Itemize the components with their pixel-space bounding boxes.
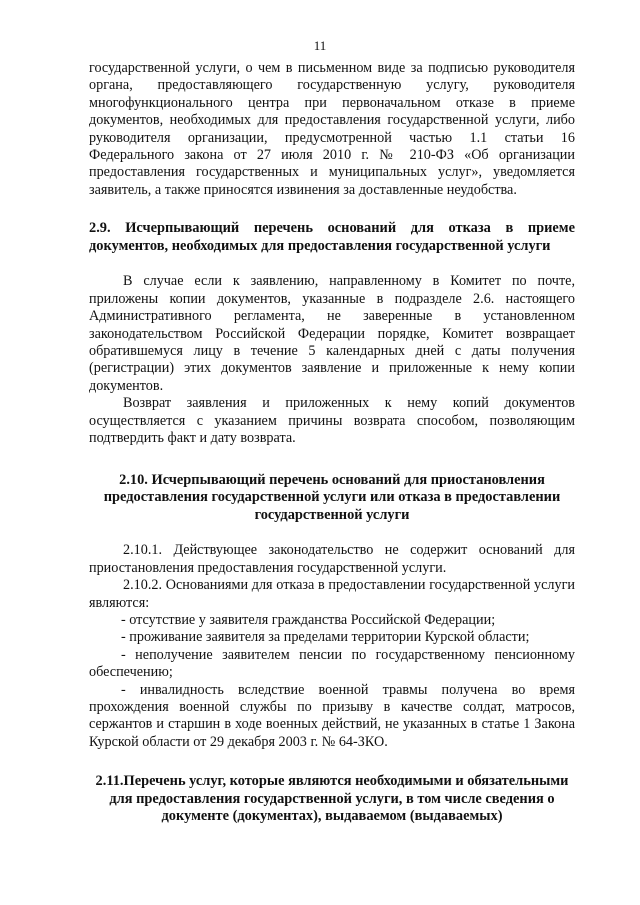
section-2-9-paragraph-1: В случае если к заявлению, направленному в Комитет по почте, приложены копии документов, указанные в подразделе 2.6. настоящего Административного регламента, не заверенные в установленном законодательством Российской Федерации порядке, Комитет возвращает обратившемуся лицу в течение 5 календарных дней с даты получения (регистрации) этих документов заявление и приложенные к нему копии документов. [89,273,575,394]
paragraph-intro: государственной услуги, о чем в письменном виде за подписью руководителя органа, предоставляющего государственную услугу, руководителя многофункционального центра при первоначальном отказе в приеме документов, необходимых для предоставления государственной услуги, либо руководителя организации, предусмотренной частью 1.1 статьи 16 Федерального закона от 27 июля 2010 г. № 210-ФЗ «Об организации предоставления государственных и муниципальных услуг», уведомляется заявитель, а также приносятся извинения за доставленные неудобства. [89,60,575,198]
section-2-9-heading: 2.9. Исчерпывающий перечень оснований для отказа в приеме документов, необходимых для предоставления государственной услуги [89,220,575,254]
list-item: - отсутствие у заявителя гражданства Российской Федерации; [121,611,496,628]
section-2-9-paragraph-2: Возврат заявления и приложенных к нему копий документов осуществляется с указанием причины возврата способом, позволяющим подтвердить факт и дату возврата. [89,395,575,447]
list-item: - неполучение заявителем пенсии по государственному пенсионному обеспечению; [89,646,575,681]
list-item: - инвалидность вследствие военной травмы получена во время прохождения военной службы по призыву в качестве солдат, матросов, сержантов и старшин в ходе военных действий, не указанных в статье 1 Закона Курской области от 29 декабря 2003 г. № 64-ЗКО. [89,681,575,750]
section-2-10-2-paragraph: 2.10.2. Основаниями для отказа в предоставлении государственной услуги являются: [89,577,575,611]
section-2-10-heading: 2.10. Исчерпывающий перечень оснований для приостановления предоставления государственной услуги или отказа в предоставлении государственной услуги [103,471,561,523]
section-2-11-heading: 2.11.Перечень услуг, которые являются необходимыми и обязательными для предоставления государственной услуги, в том числе сведения о документе (документах), выдаваемом (выдаваемых) [95,773,569,825]
page-number: 11 [313,38,327,53]
list-item: - проживание заявителя за пределами территории Курской области; [121,629,530,646]
page-content [89,60,575,826]
section-2-10-1-paragraph: 2.10.1. Действующее законодательство не содержит оснований для приостановления предоставления государственной услуги. [89,542,575,576]
